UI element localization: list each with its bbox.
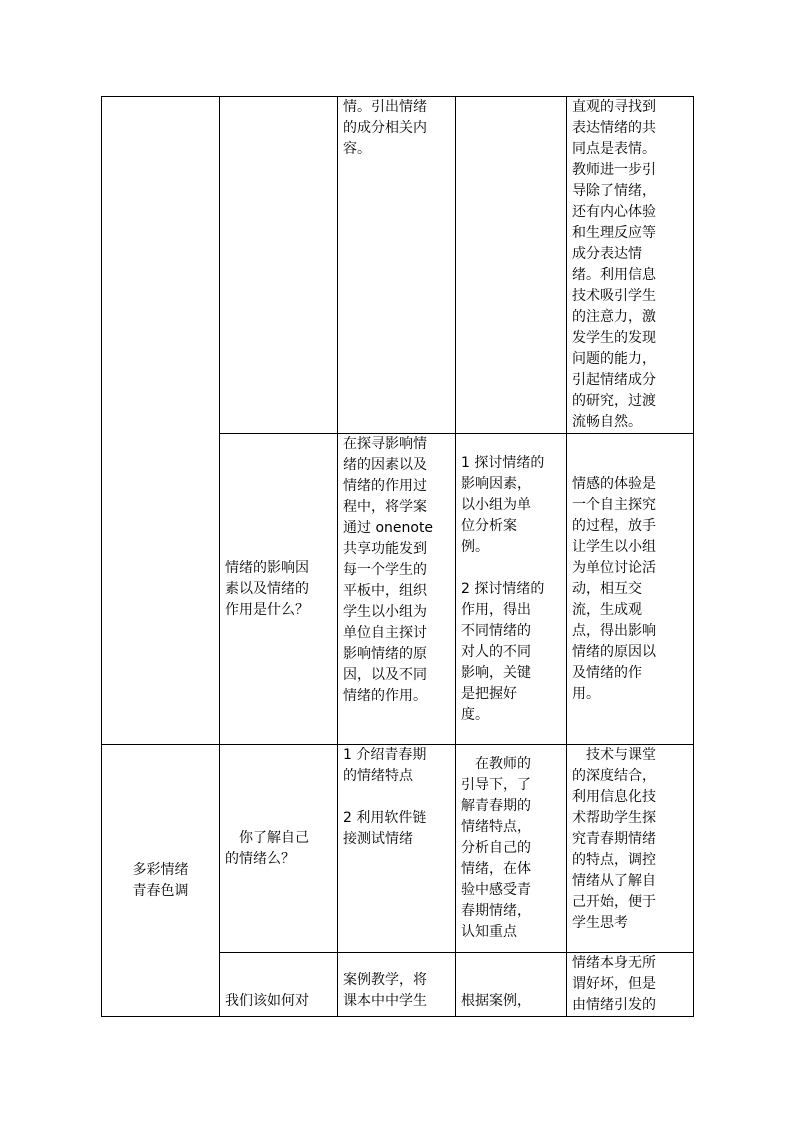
text-line: 位分析案 [461, 517, 517, 534]
text-line: 情绪的作用过 [343, 478, 427, 494]
text-line: 案例教学，将 [343, 972, 427, 988]
text-line: 的成分相关内 [343, 120, 427, 136]
text-line: 点，得出影响 [572, 622, 656, 639]
text-line: 1 探讨情绪的 [461, 454, 545, 471]
text-line: 作用是什么？ [225, 601, 309, 618]
activity-cell [338, 745, 456, 953]
text-line: 学生以小组为 [343, 604, 427, 620]
stage-cell-empty [102, 97, 220, 745]
text-line: 作用，得出 [461, 601, 531, 618]
text-line: 对人的不同 [461, 643, 531, 660]
text-line: 解青春期的 [461, 798, 531, 814]
text-line: 是把握好 [461, 685, 517, 702]
text-line: 技术吸引学生 [572, 288, 656, 304]
text-line: 的深度结合， [572, 768, 656, 784]
intent-cell [567, 953, 694, 1017]
text-line: 根据案例， [461, 993, 531, 1009]
text-line: 和生理反应等 [572, 225, 656, 241]
text-line: 导除了情绪， [572, 183, 656, 199]
text-line: 在教师的 [475, 756, 531, 772]
text-line: 用。 [572, 685, 600, 702]
text-line: 素以及情绪的 [225, 580, 309, 597]
text-line: 引导下，了 [461, 777, 531, 793]
text-line: 的研究，过渡 [572, 393, 656, 409]
text-line: 己开始，便于 [572, 894, 656, 910]
text-line: 究青春期情绪 [572, 831, 656, 847]
text-line: 影响情绪的原 [343, 646, 427, 662]
text-line: 问题的能力， [572, 351, 656, 367]
text-line: 影响因素， [461, 475, 531, 492]
text-line: 验中感受青 [461, 882, 531, 898]
text-line: 课本中中学生 [343, 993, 427, 1009]
text-line: 度。 [461, 706, 489, 723]
text-line: 情绪本身无所 [572, 955, 656, 971]
text-line: 让学生以小组 [572, 538, 656, 555]
text-line: 的注意力，激 [572, 309, 656, 325]
text-line: 平板中，组织 [343, 583, 427, 599]
text-line: 绪。利用信息 [572, 267, 656, 283]
text-line: 流畅自然。 [572, 414, 642, 430]
text-line: 情绪的作用。 [343, 688, 427, 704]
text-line: 技术与课堂 [586, 747, 656, 763]
paragraph-spacer [343, 787, 450, 808]
text-line: 情感的体验是 [572, 475, 656, 492]
text-line: 单位自主探讨 [343, 625, 427, 641]
intent-cell [567, 745, 694, 953]
text-line: 发学生的发现 [572, 330, 656, 346]
text-line: 不同情绪的 [461, 622, 531, 639]
text-line: 表达情绪的共 [572, 120, 656, 136]
activity-cell [338, 434, 456, 745]
text-line: 分析自己的 [461, 840, 531, 856]
question-cell [220, 97, 338, 434]
text-line: 的情绪特点 [343, 768, 413, 784]
text-line: 一个自主探究 [572, 496, 656, 513]
student-cell [456, 434, 567, 745]
text-line: 教师进一步引 [572, 162, 656, 178]
text-line: 成分表达情 [572, 246, 642, 262]
student-cell [456, 953, 567, 1017]
text-line: 以小组为单 [461, 496, 531, 513]
text-line: 的情绪么？ [225, 850, 295, 867]
text-line: 因，以及不同 [343, 667, 427, 683]
text-line: 2 探讨情绪的 [461, 580, 545, 597]
activity-cell [338, 953, 456, 1017]
text-line: 情绪的原因以 [572, 643, 656, 660]
text-line: 容。 [343, 141, 371, 157]
stage-cell [102, 745, 220, 1017]
table-row [102, 745, 694, 953]
text-line: 认知重点 [461, 924, 517, 940]
text-line: 为单位讨论活 [572, 559, 656, 576]
activity-cell [338, 97, 456, 434]
paragraph-spacer [461, 558, 561, 579]
stage-title-line: 多彩情绪 [132, 861, 189, 878]
text-line: 我们该如何对 [225, 993, 309, 1009]
text-line: 春期情绪， [461, 903, 531, 919]
text-line: 通过 onenote [343, 520, 434, 536]
student-cell [456, 97, 567, 434]
text-line: 情绪特点， [461, 819, 531, 835]
intent-cell [567, 97, 694, 434]
text-line: 情绪从了解自 [572, 873, 656, 889]
question-cell [220, 434, 338, 745]
question-cell [220, 953, 338, 1017]
text-line: 共享功能发到 [343, 541, 427, 557]
text-line: 接测试情绪 [343, 831, 413, 847]
text-line: 谓好坏，但是 [572, 976, 656, 992]
text-line: 同点是表情。 [572, 141, 656, 157]
intent-cell [567, 434, 694, 745]
text-line: 例。 [461, 538, 489, 555]
text-line: 情。引出情绪 [343, 99, 427, 115]
student-cell [456, 745, 567, 953]
text-line: 流，生成观 [572, 601, 642, 618]
text-line: 及情绪的作 [572, 664, 642, 681]
text-line: 你了解自己 [239, 829, 309, 846]
text-line: 还有内心体验 [572, 204, 656, 220]
text-line: 在探寻影响情 [343, 436, 427, 452]
text-line: 利用信息化技 [572, 789, 656, 805]
text-line: 的过程，放手 [572, 517, 656, 534]
text-line: 动，相互交 [572, 580, 642, 597]
question-cell [220, 745, 338, 953]
text-line: 情绪的影响因 [225, 559, 309, 576]
text-line: 引起情绪成分 [572, 372, 656, 388]
text-line: 直观的寻找到 [572, 99, 656, 115]
text-line: 每一个学生的 [343, 562, 427, 578]
text-line: 程中，将学案 [343, 499, 427, 515]
text-line: 绪的因素以及 [343, 457, 427, 473]
text-line: 2 利用软件链 [343, 810, 427, 826]
text-line: 学生思考 [572, 915, 628, 931]
text-line: 影响，关键 [461, 664, 531, 681]
stage-title-line: 青春色调 [132, 882, 189, 899]
text-line: 术帮助学生探 [572, 810, 656, 826]
text-line: 情绪，在体 [461, 861, 531, 877]
table-row [102, 97, 694, 434]
text-line: 由情绪引发的 [572, 997, 656, 1013]
text-line: 1 介绍青春期 [343, 747, 427, 763]
text-line: 的特点，调控 [572, 852, 656, 868]
lesson-plan-table [101, 96, 694, 1017]
